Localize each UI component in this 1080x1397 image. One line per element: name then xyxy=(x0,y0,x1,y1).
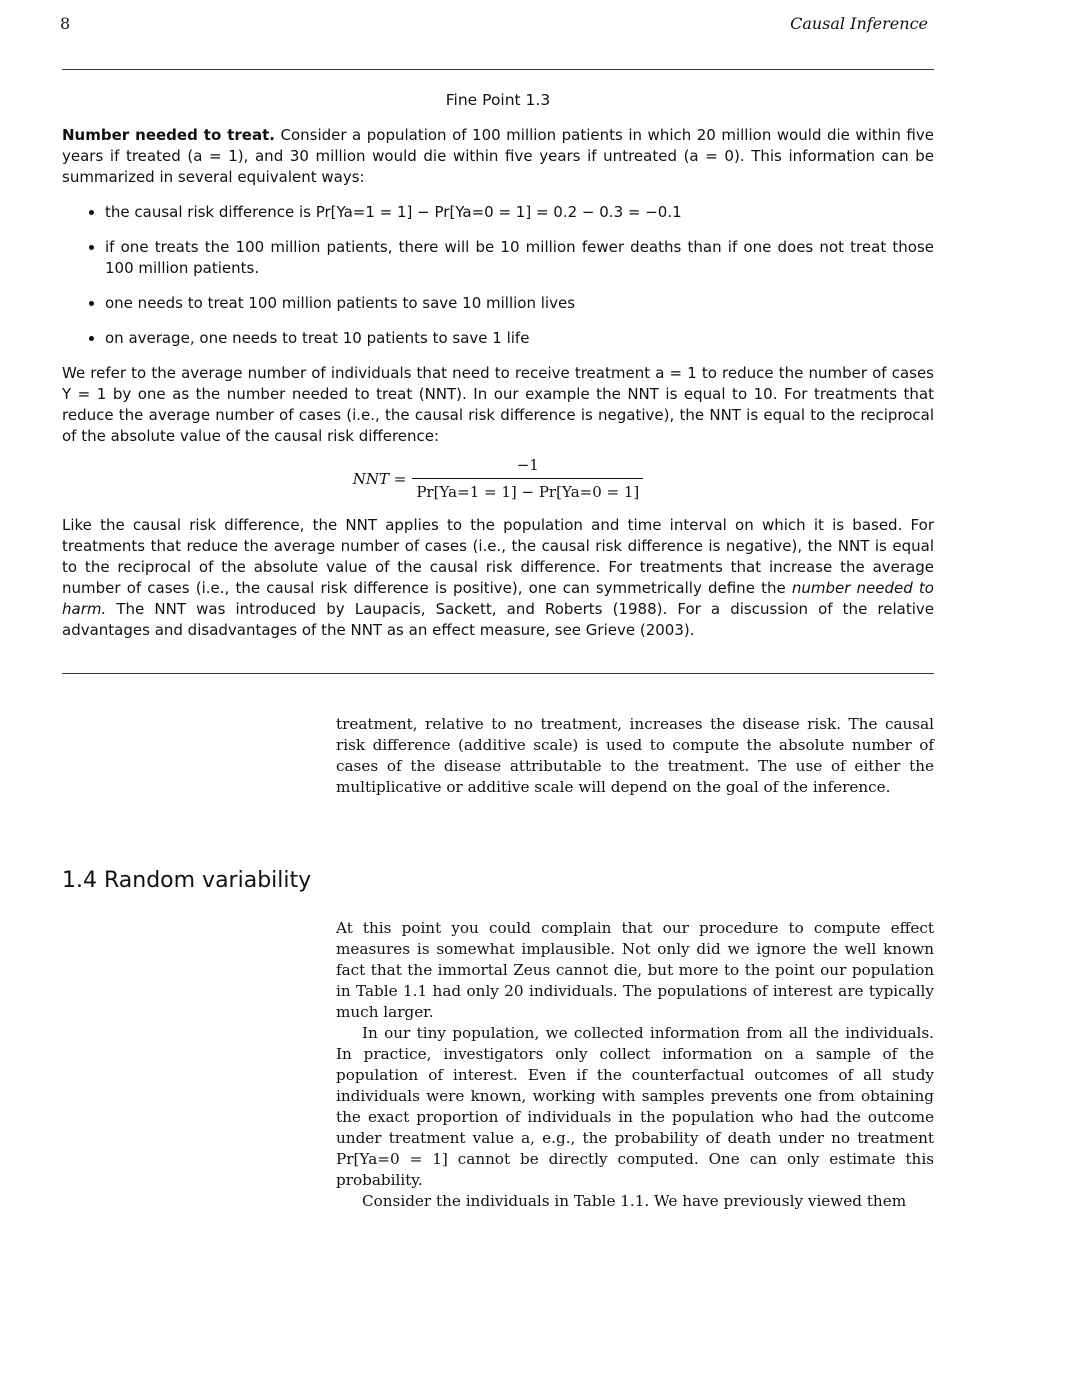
closing-emphasis: number needed to harm. xyxy=(62,579,934,618)
fine-point-bottom-rule xyxy=(62,673,934,674)
fine-point-box xyxy=(62,90,934,649)
body-continuation xyxy=(336,714,934,798)
fine-point-nnt-definition: We refer to the average number of individuals that need to receive treatment a = 1 to reduce the number of cases Y = 1 by one as the number needed to treat (NNT). In our example the NNT is equal to 10. For treatments that reduce the average number of cases (i.e., the causal risk difference is negative), the NNT is equal to the reciprocal of the absolute value of the causal risk difference: xyxy=(62,364,934,445)
section-heading: 1.4 Random variability xyxy=(62,868,312,893)
list-item: • one needs to treat 100 million patients to save 10 million lives xyxy=(105,293,934,314)
section-body xyxy=(336,918,934,1212)
continuation-paragraph: treatment, relative to no treatment, increases the disease risk. The causal risk difference (additive scale) is used to compute the absolute number of cases of the disease attributable to the treatment. The use of either the multiplicative or additive scale will depend on the goal of the inference. xyxy=(336,715,934,796)
fine-point-bullets xyxy=(62,202,934,349)
section-paragraph-1: At this point you could complain that our procedure to compute effect measures is somewhat implausible. Not only did we ignore the well known fact that the immortal Zeus cannot die, but more to the point our population in Table 1.1 had only 20 individuals. The populations of interest are typically much larger. xyxy=(336,919,934,1021)
fine-point-intro xyxy=(62,125,934,188)
page-number: 8 xyxy=(60,14,71,33)
closing-text-1: Like the causal risk difference, the NNT applies to the population and time interval on which it is based. For treatments that reduce the average number of cases (i.e., the causal risk difference is negative), the NNT is equal to the reciprocal of the absolute value of the causal risk difference. For treatments that increase the average number of cases (i.e., the causal risk difference is positive), one can symmetrically define the xyxy=(62,516,934,597)
fine-point-title: Fine Point 1.3 xyxy=(445,91,551,109)
list-item: • if one treats the 100 million patients, there will be 10 million fewer deaths than if one does not treat those 100 million patients. xyxy=(105,237,934,279)
equation-lhs: NNT = xyxy=(352,469,407,488)
fine-point-top-rule xyxy=(62,69,934,70)
equation-numerator: −1 xyxy=(516,456,539,474)
fine-point-closing xyxy=(62,515,934,641)
section-paragraph-3: Consider the individuals in Table 1.1. We have previously viewed them xyxy=(362,1192,907,1210)
section-paragraph-2: In our tiny population, we collected information from all the individuals. In practice, investigators only collect information on a sample of the population of interest. Even if the counterfactual outcomes of all study individuals were known, working with samples prevents one from obtaining the exact proportion of individuals in the population who had the outcome under treatment value a, e.g., the probability of death under no treatment Pr[Ya=0 = 1] cannot be directly computed. One can only estimate this probability. xyxy=(336,1024,934,1189)
equation-denominator: Pr[Ya=1 = 1] − Pr[Ya=0 = 1] xyxy=(412,478,643,503)
fine-point-intro-text: Consider a population of 100 million patients in which 20 million would die within five years if treated (a = 1), and 30 million would die within five years if untreated (a = 0). This information can be summarized in several equivalent ways: xyxy=(62,126,934,186)
nnt-equation xyxy=(62,455,934,503)
fine-point-lead: Number needed to treat. xyxy=(62,126,275,144)
equation-fraction xyxy=(412,455,643,503)
list-item: • the causal risk difference is Pr[Ya=1 = 1] − Pr[Ya=0 = 1] = 0.2 − 0.3 = −0.1 xyxy=(105,202,934,223)
list-item: • on average, one needs to treat 10 patients to save 1 life xyxy=(105,328,934,349)
closing-text-2: The NNT was introduced by Laupacis, Sackett, and Roberts (1988). For a discussion of the relative advantages and disadvantages of the NNT as an effect measure, see Grieve (2003). xyxy=(62,600,934,639)
running-title: Causal Inference xyxy=(790,14,928,33)
